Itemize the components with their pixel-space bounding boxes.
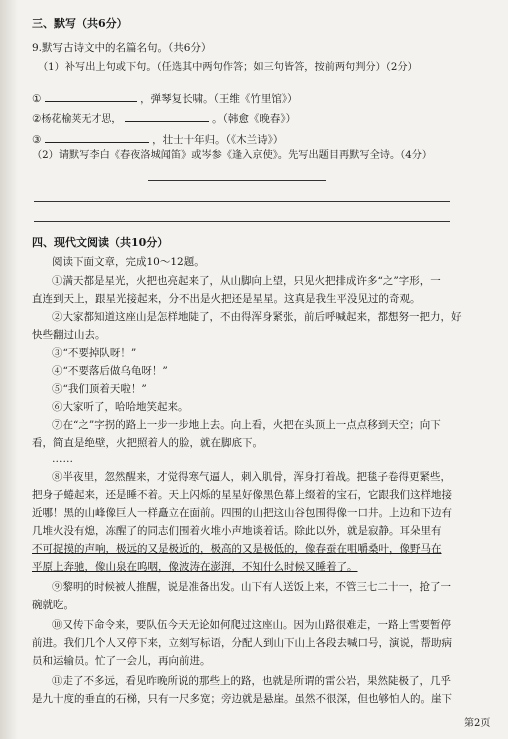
dialogue-line: ④“不要落后做乌龟呀！” [52,365,168,377]
paragraph-line: ⑧半夜里，忽然醒来，才觉得寒气逼人，刺入肌骨，浑身打着战。把毯子卷得更紧些， [52,471,451,483]
section3-title: 三、默写（共6分） [32,17,128,30]
scan-shadow [0,0,18,739]
blank-item-1 [32,90,298,105]
item-number: ② [32,113,42,125]
section4-title: 四、现代文阅读（共10分） [32,236,169,249]
answer-blank[interactable] [125,110,209,122]
question-9-part1: （1）补写出上句或下句。（任选其中两句作答；如三句皆答，按前两句判分）（2分） [38,62,418,73]
blank-item-2 [32,110,296,126]
item-text: ，弹琴复长啸。（王维《竹里馆》） [140,93,298,105]
item-text: ，壮士十年归。（《木兰诗》） [152,134,284,146]
paragraph-line: ⑥大家听了，哈哈地笑起来。 [52,401,189,413]
answer-blank[interactable] [45,90,137,102]
page-number: 第2页 [464,718,491,729]
paragraph-line: ⑦在“之”字拐的路上一步一步地上去。向上看，火把在头顶上一点点移到天空；向下 [52,419,441,431]
dialogue-line: ⑤“我们顶着天啦！” [52,383,147,395]
paragraph-line: 直连到天上，跟星光接起来，分不出是火把还是星星。这真是我生平没见过的奇观。 [32,293,421,305]
ellipsis: …… [52,453,73,465]
answer-line-1[interactable] [34,201,450,202]
underlined-line: 平原上奔驰，像山泉在呜咽，像波涛在澎湃，不知什么时候又睡着了。 [32,561,358,573]
answer-line-2[interactable] [34,221,450,222]
paragraph-line: ⑩又传下命令来，要队伍今天无论如何爬过这座山。因为山路很难走，一路上雪要暂停 [52,619,451,631]
paragraph-line: 是九十度的垂直的石梯，只有一尺多宽；旁边就是悬崖。虽然不很深，但也够怕人的。崖下 [32,693,452,705]
underlined-line: 不可捉摸的声响，极远的又是极近的，极高的又是极低的，像春蚕在咀嚼桑叶，像野马在 [32,543,442,555]
blank-item-3 [32,131,283,146]
question-9: 9.默写古诗文中的名篇名句。（共6分） [32,42,212,54]
paragraph-line: 前进。我们几个人又停下来，立刻写标语，分配人到山下山上各段去喊口号，演说，帮助病 [32,637,452,649]
item-number: ③ [32,134,42,146]
item-number: ① [32,93,42,105]
question-9-part2: （2）请默写李白《春夜洛城闻笛》或岑参《逢入京使》。先写出题目再默写全诗。（4分） [32,150,433,161]
paragraph-line: 几堆火没有熄，冻醒了的同志们围着火堆小声地谈着话。除此以外，就是寂静。耳朵里有 [32,525,442,537]
paragraph-line: ①满天都是星光，火把也亮起来了，从山脚向上望，只见火把排成许多“之”字形，一 [52,275,441,287]
paragraph-line: ②大家都知道这座山是怎样地陡了，不由得浑身紧张，前后呼喊起来，都想努一把力，好 [52,311,462,323]
dialogue-line: ③“不要掉队呀！” [52,347,137,359]
answer-line-title[interactable] [148,180,326,181]
paragraph-line: ⑪走了不多远，看见昨晚所说的那些上的路，也就是所谓的雷公岩，果然陡极了，几乎 [52,675,451,687]
answer-blank[interactable] [45,131,149,143]
paragraph-line: ⑨黎明的时候被人推醒，说是准备出发。山下有人送饭上来，不管三七二十一，抢了一 [52,581,451,593]
paragraph-line: 员和运输员。忙了一会儿，再向前进。 [32,655,211,667]
paragraph-line: 看，简直是绝壁，火把照着人的脸，就在脚底下。 [32,437,263,449]
paragraph-line: 把身子蜷起来，还是睡不着。天上闪烁的星星好像黑色幕上缀着的宝石，它跟我们这样地接 [32,489,452,501]
paragraph-line: 碗就吃。 [32,599,74,611]
reading-intro: 阅读下面文章，完成10～12题。 [52,256,205,268]
item-text: 杨花榆荚无才思， [41,114,122,125]
item-suffix: 。（韩愈《晚春》） [212,113,297,125]
paragraph-line: 快些翻过山去。 [32,329,106,341]
paragraph-line: 近哪！黑的山峰像巨人一样矗立在面前。四围的山把这山谷包围得像一口井。上边和下边有 [32,507,452,519]
